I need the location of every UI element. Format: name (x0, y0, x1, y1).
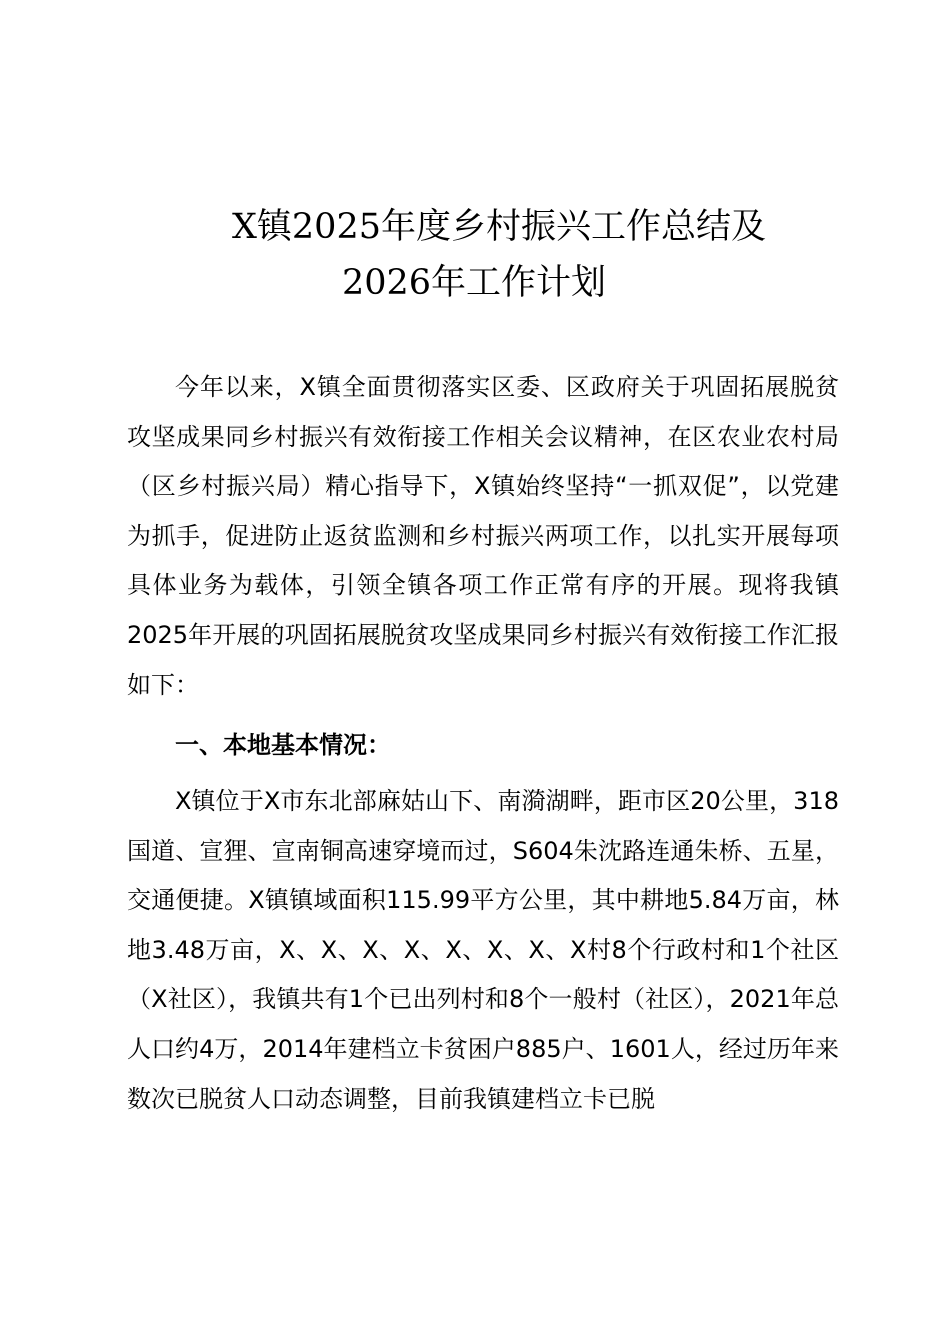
basic-info-paragraph: X镇位于X市东北部麻姑山下、南漪湖畔，距市区20公里，318国道、宣狸、宣南铜高速穿境而过，S604朱沈路连通朱桥、五星，交通便捷。X镇镇域面积115.99平方公里，其中耕地5.84万亩，林地3.48万亩，X、X、X、X、X、X、X、X村8个行政村和1个社区（X社区），我镇共有1个已出列村和8个一般村（社区），2021年总人口约4万，2014年建档立卡贫困户885户、1601人，经过历年来数次已脱贫人口动态调整，目前我镇建档立卡已脱 (127, 787, 839, 1113)
document-title (0, 199, 950, 311)
intro-paragraph-block (127, 363, 839, 710)
intro-paragraph: 今年以来，X镇全面贯彻落实区委、区政府关于巩固拓展脱贫攻坚成果同乡村振兴有效衔接工作相关会议精神，在区农业农村局（区乡村振兴局）精心指导下，X镇始终坚持“一抓双促”，以党建为抓手，促进防止返贫监测和乡村振兴两项工作，以扎实开展每项具体业务为载体，引领全镇各项工作正常有序的开展。现将我镇2025年开展的巩固拓展脱贫攻坚成果同乡村振兴有效衔接工作汇报如下： (127, 373, 839, 699)
basic-info-paragraph-block (127, 777, 839, 1124)
title-line-2: 2026年工作计划 (341, 263, 607, 304)
title-line-1: X镇2025年度乡村振兴工作总结及 (232, 207, 766, 248)
section-heading: 一、本地基本情况： (175, 731, 391, 759)
